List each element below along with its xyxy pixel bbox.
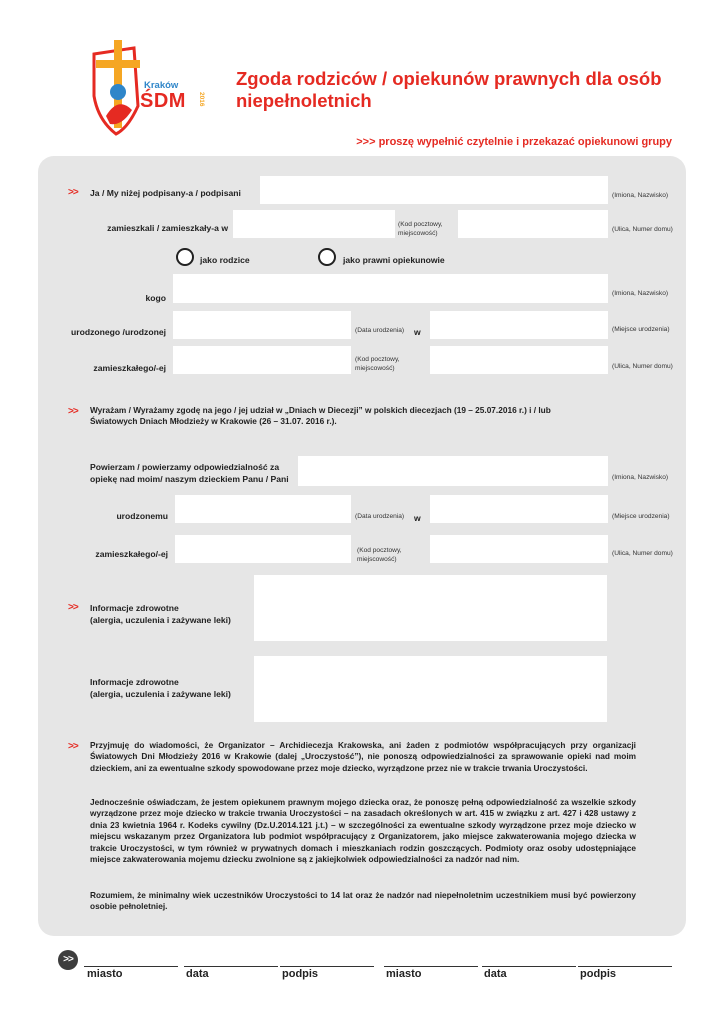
child-street-hint: (Ulica, Numer domu) [612,363,673,370]
child-name-hint: (Imiona, Nazwisko) [612,290,669,297]
guardian-postal-hint-2: miejscowość) [357,556,397,563]
child-street-field[interactable] [430,346,608,374]
logo-year: 2016 [198,92,205,107]
guardian-postal-hint-1: (Kod pocztowy, [357,547,402,554]
child-postal-hint-2: miejscowość) [355,365,395,372]
birth-date-hint: (Data urodzenia) [355,327,405,334]
nav-forward-button[interactable] [58,950,78,970]
page-title: Zgoda rodziców / opiekunów prawnych dla osób niepełnoletnich [236,68,662,111]
birth-date-field[interactable] [173,311,351,339]
consent-text: Wyrażam / Wyrażamy zgodę na jego / jej udział w „Dniach w Diecezji” w polskich diecezjach (19 – 25.07.2016 r.) i / lub Światowych Dniach Młodzieży w Krakowie (26 – 31.07. 2016 r.). [90,405,551,427]
birth-place-field[interactable] [430,311,608,339]
w-label: w [414,327,421,337]
postal-hint-line2: miejscowość) [398,230,438,237]
sign-line-2 [578,966,672,967]
instruction-text: >>> proszę wypełnić czytelnie i przekazać opiekunowi grupy [356,136,672,148]
health1-label-2: (alergia, uczulenia i zażywane leki) [90,615,231,625]
guardian-birth-place-hint: (Miejsce urodzenia) [612,513,670,520]
entrust-label-2: opiekę nad moim/ naszym dzieckiem Panu / Pani [90,474,289,484]
parent-name-field[interactable] [260,176,608,204]
guardian-postal-field[interactable] [175,535,351,563]
city-label-1: miasto [87,968,123,980]
parent-postal-field[interactable] [233,210,395,238]
resident2-label: zamieszkałego/-ej [95,549,168,559]
parent-name-hint: (Imiona, Nazwisko) [612,192,669,199]
guardian-street-hint: (Ulica, Numer domu) [612,550,673,557]
health-info-field-1[interactable] [254,575,607,641]
health2-label-1: Informacje zdrowotne [90,677,179,687]
health1-label-1: Informacje zdrowotne [90,603,179,613]
child-postal-hint-1: (Kod pocztowy, [355,356,400,363]
section-arrow: >> [68,741,78,752]
health2-label-2: (alergia, uczulenia i zażywane leki) [90,689,231,699]
guardian-name-hint: (Imiona, Nazwisko) [612,474,669,481]
city-line-1 [84,966,178,967]
birth-place-hint: (Miejsce urodzenia) [612,326,670,333]
health-info-field-2[interactable] [254,656,607,722]
logo-city: Kraków [144,80,179,91]
parent-address-label: zamieszkali / zamieszkały-a w [107,223,228,233]
whom-label: kogo [145,293,166,303]
radio-parents-label: jako rodzice [200,255,250,265]
born2-label: urodzonemu [116,511,168,521]
radio-guardians-label: jako prawni opiekunowie [343,255,445,265]
legal-paragraph-1: Przyjmuję do wiadomości, że Organizator – Archidiecezja Krakowska, ani żaden z podmiotów współpracujących przy organizacji Światowych Dni Młodzieży 2016 w Krakowie (dalej „Uroczystość”), nie ponoszą odpowiedzialności za sprawowanie opieki nad moim dzieckiem, ani za ewentualne szkody spowodowane przez moje dziecko, wyrządzone przez nie w trakcie trwania Uroczystości. [90,740,636,773]
born-label: urodzonego /urodzonej [71,327,166,337]
section-arrow: >> [68,187,78,198]
guardian-birth-date-field[interactable] [175,495,351,523]
sign-label-2: podpis [580,968,617,980]
date-line-2 [482,966,576,967]
date-line-1 [184,966,278,967]
child-name-field[interactable] [173,274,608,303]
guardian-name-field[interactable] [298,456,608,486]
city-line-2 [384,966,478,967]
legal-paragraph-3: Rozumiem, że minimalny wiek uczestników Uroczystości to 14 lat oraz że nadzór nad niepełnoletnim uczestnikiem musi być powierzony osobie pełnoletniej. [90,890,636,912]
date-label-1: data [186,968,209,980]
parent-street-field[interactable] [458,210,608,238]
date-label-2: data [484,968,507,980]
child-postal-field[interactable] [173,346,351,374]
logo-name: ŚDM [140,90,186,112]
guardian-birth-date-hint: (Data urodzenia) [355,513,405,520]
sign-label-1: podpis [282,968,319,980]
section-arrow: >> [68,602,78,613]
legal-paragraph-2: Jednocześnie oświadczam, że jestem opiekunem prawnym mojego dziecka oraz, że ponoszę pełną odpowiedzialność za wszelkie szkody wyrządzone przez moje dziecko w trakcie trwania Uroczystości – na zasadach określonych w art. 415 w związku z art. 427 i 428 ustawy z dnia 23 kwietnia 1964 r. Kodeks cywilny (Dz.U.2014.121 j.t.) – w szczególności za ewentualne szkody wyrządzone przez moje dziecko w miejscu wskazanym przez Organizatora lub podmiot współpracujący z Organizatorem, jako miejsce zakwaterowania mojego dziecka w trakcie Uroczystości, w tym również w prywatnych domach i mieszkaniach rodzin goszczących. Podmioty oraz osoby udostępniające miejsce zakwaterowania mojemu dziecku zwolnione są z jakiejkolwiek odpowiedzialności za nadzór nad nim. [90,797,636,865]
w2-label: w [414,513,421,523]
radio-guardians[interactable] [318,248,336,266]
sdm-logo [88,36,238,146]
section-arrow: >> [68,406,78,417]
guardian-street-field[interactable] [430,535,608,563]
double-chevron-icon: >> [63,954,73,965]
postal-hint-line1: (Kod pocztowy, [398,221,443,228]
sign-line-1 [280,966,374,967]
child-address-label: zamieszkałego/-ej [93,363,166,373]
parent-name-label: Ja / My niżej podpisany-a / podpisani [90,188,241,198]
radio-parents[interactable] [176,248,194,266]
street-hint: (Ulica, Numer domu) [612,226,673,233]
guardian-birth-place-field[interactable] [430,495,608,523]
entrust-label-1: Powierzam / powierzamy odpowiedzialność za [90,462,280,472]
city-label-2: miasto [386,968,422,980]
